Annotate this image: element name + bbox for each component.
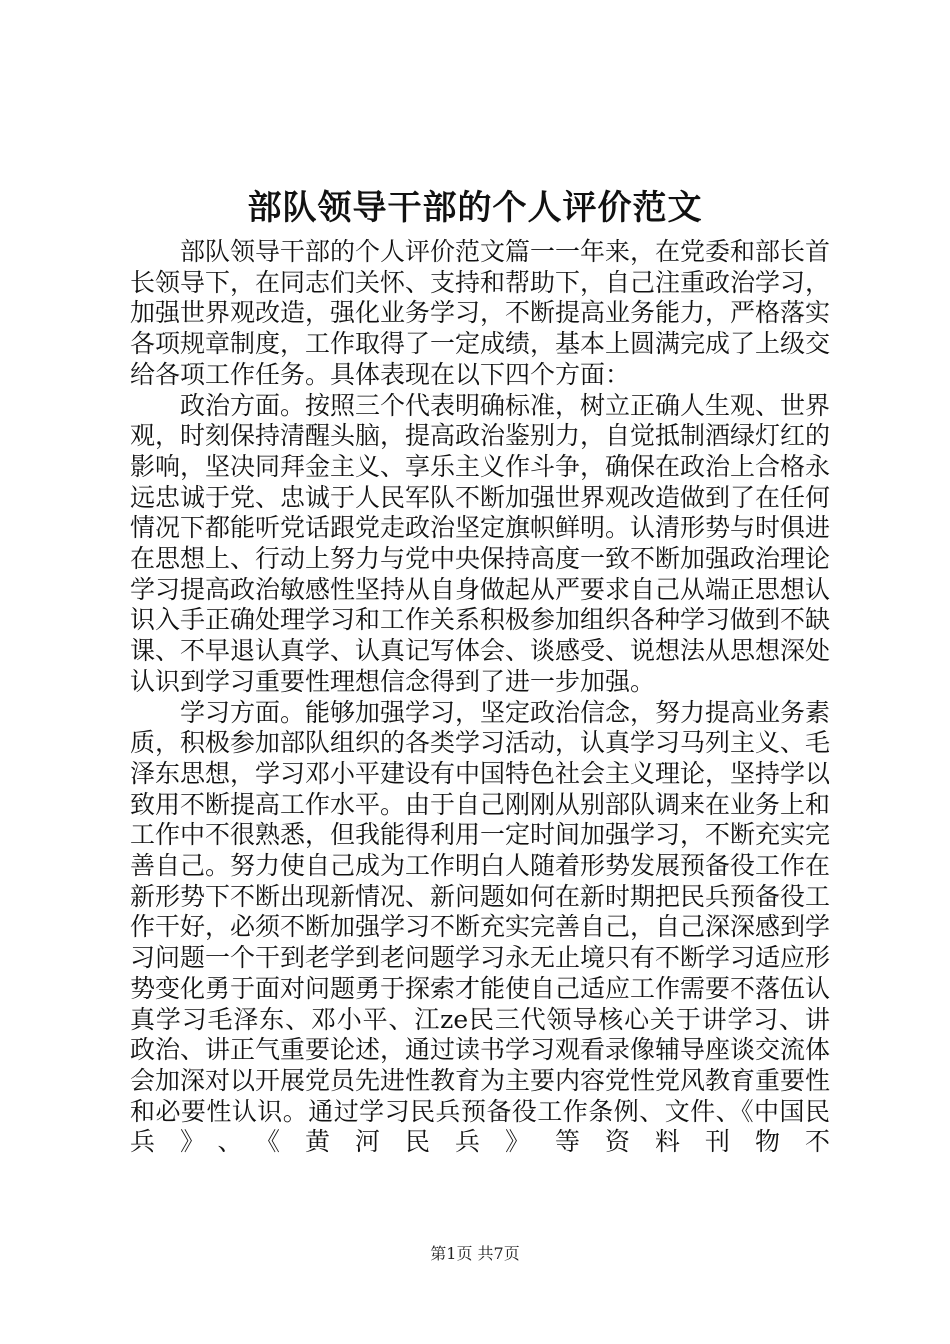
page-footer: 第1页 共7页 [430,1244,520,1263]
document-body [130,237,830,1158]
paragraph-study: 学习方面。能够加强学习，坚定政治信念，努力提高业务素质，积极参加部队组织的各类学习活动，认真学习马列主义、毛泽东思想，学习邓小平建设有中国特色社会主义理论，坚持学以致用不断提高工作水平。由于自己刚刚从别部队调来在业务上和工作中不很熟悉，但我能得利用一定时间加强学习，不断充实完善自己。努力使自己成为工作明白人随着形势发展预备役工作在新形势下不断出现新情况、新问题如何在新时期把民兵预备役工作干好，必须不断加强学习不断充实完善自己，自己深深感到学习问题一个干到老学到老问题学习永无止境只有不断学习适应形势变化勇于面对问题勇于探索才能使自己适应工作需要不落伍认真学习毛泽东、邓小平、江ze民三代领导核心关于讲学习、讲政治、讲正气重要论述，通过读书学习观看录像辅导座谈交流体会加深对以开展党员先进性教育为主要内容党性党风教育重要性和必要性认识。通过学习民兵预备役工作条例、文件、《中国民兵》、《黄河民兵》等资料刊物不 [130,697,831,1157]
paragraph-intro: 部队领导干部的个人评价范文篇一一年来，在党委和部长首长领导下，在同志们关怀、支持和帮助下，自己注重政治学习，加强世界观改造，强化业务学习，不断提高业务能力，严格落实各项规章制度，工作取得了一定成绩，基本上圆满完成了上级交给各项工作任务。具体表现在以下四个方面： [130,237,831,389]
paragraph-politics: 政治方面。按照三个代表明确标准，树立正确人生观、世界观，时刻保持清醒头脑，提高政治鉴别力，自觉抵制酒绿灯红的影响，坚决同拜金主义、享乐主义作斗争，确保在政治上合格永远忠诚于党、忠诚于人民军队不断加强世界观改造做到了在任何情况下都能听党话跟党走政治坚定旗帜鲜明。认清形势与时俱进在思想上、行动上努力与党中央保持高度一致不断加强政治理论学习提高政治敏感性坚持从自身做起从严要求自己从端正思想认识入手正确处理学习和工作关系积极参加组织各种学习做到不缺课、不早退认真学、认真记写体会、谈感受、说想法从思想深处认识到学习重要性理想信念得到了进一步加强。 [130,390,831,696]
document-title: 部队领导干部的个人评价范文 [247,188,703,228]
